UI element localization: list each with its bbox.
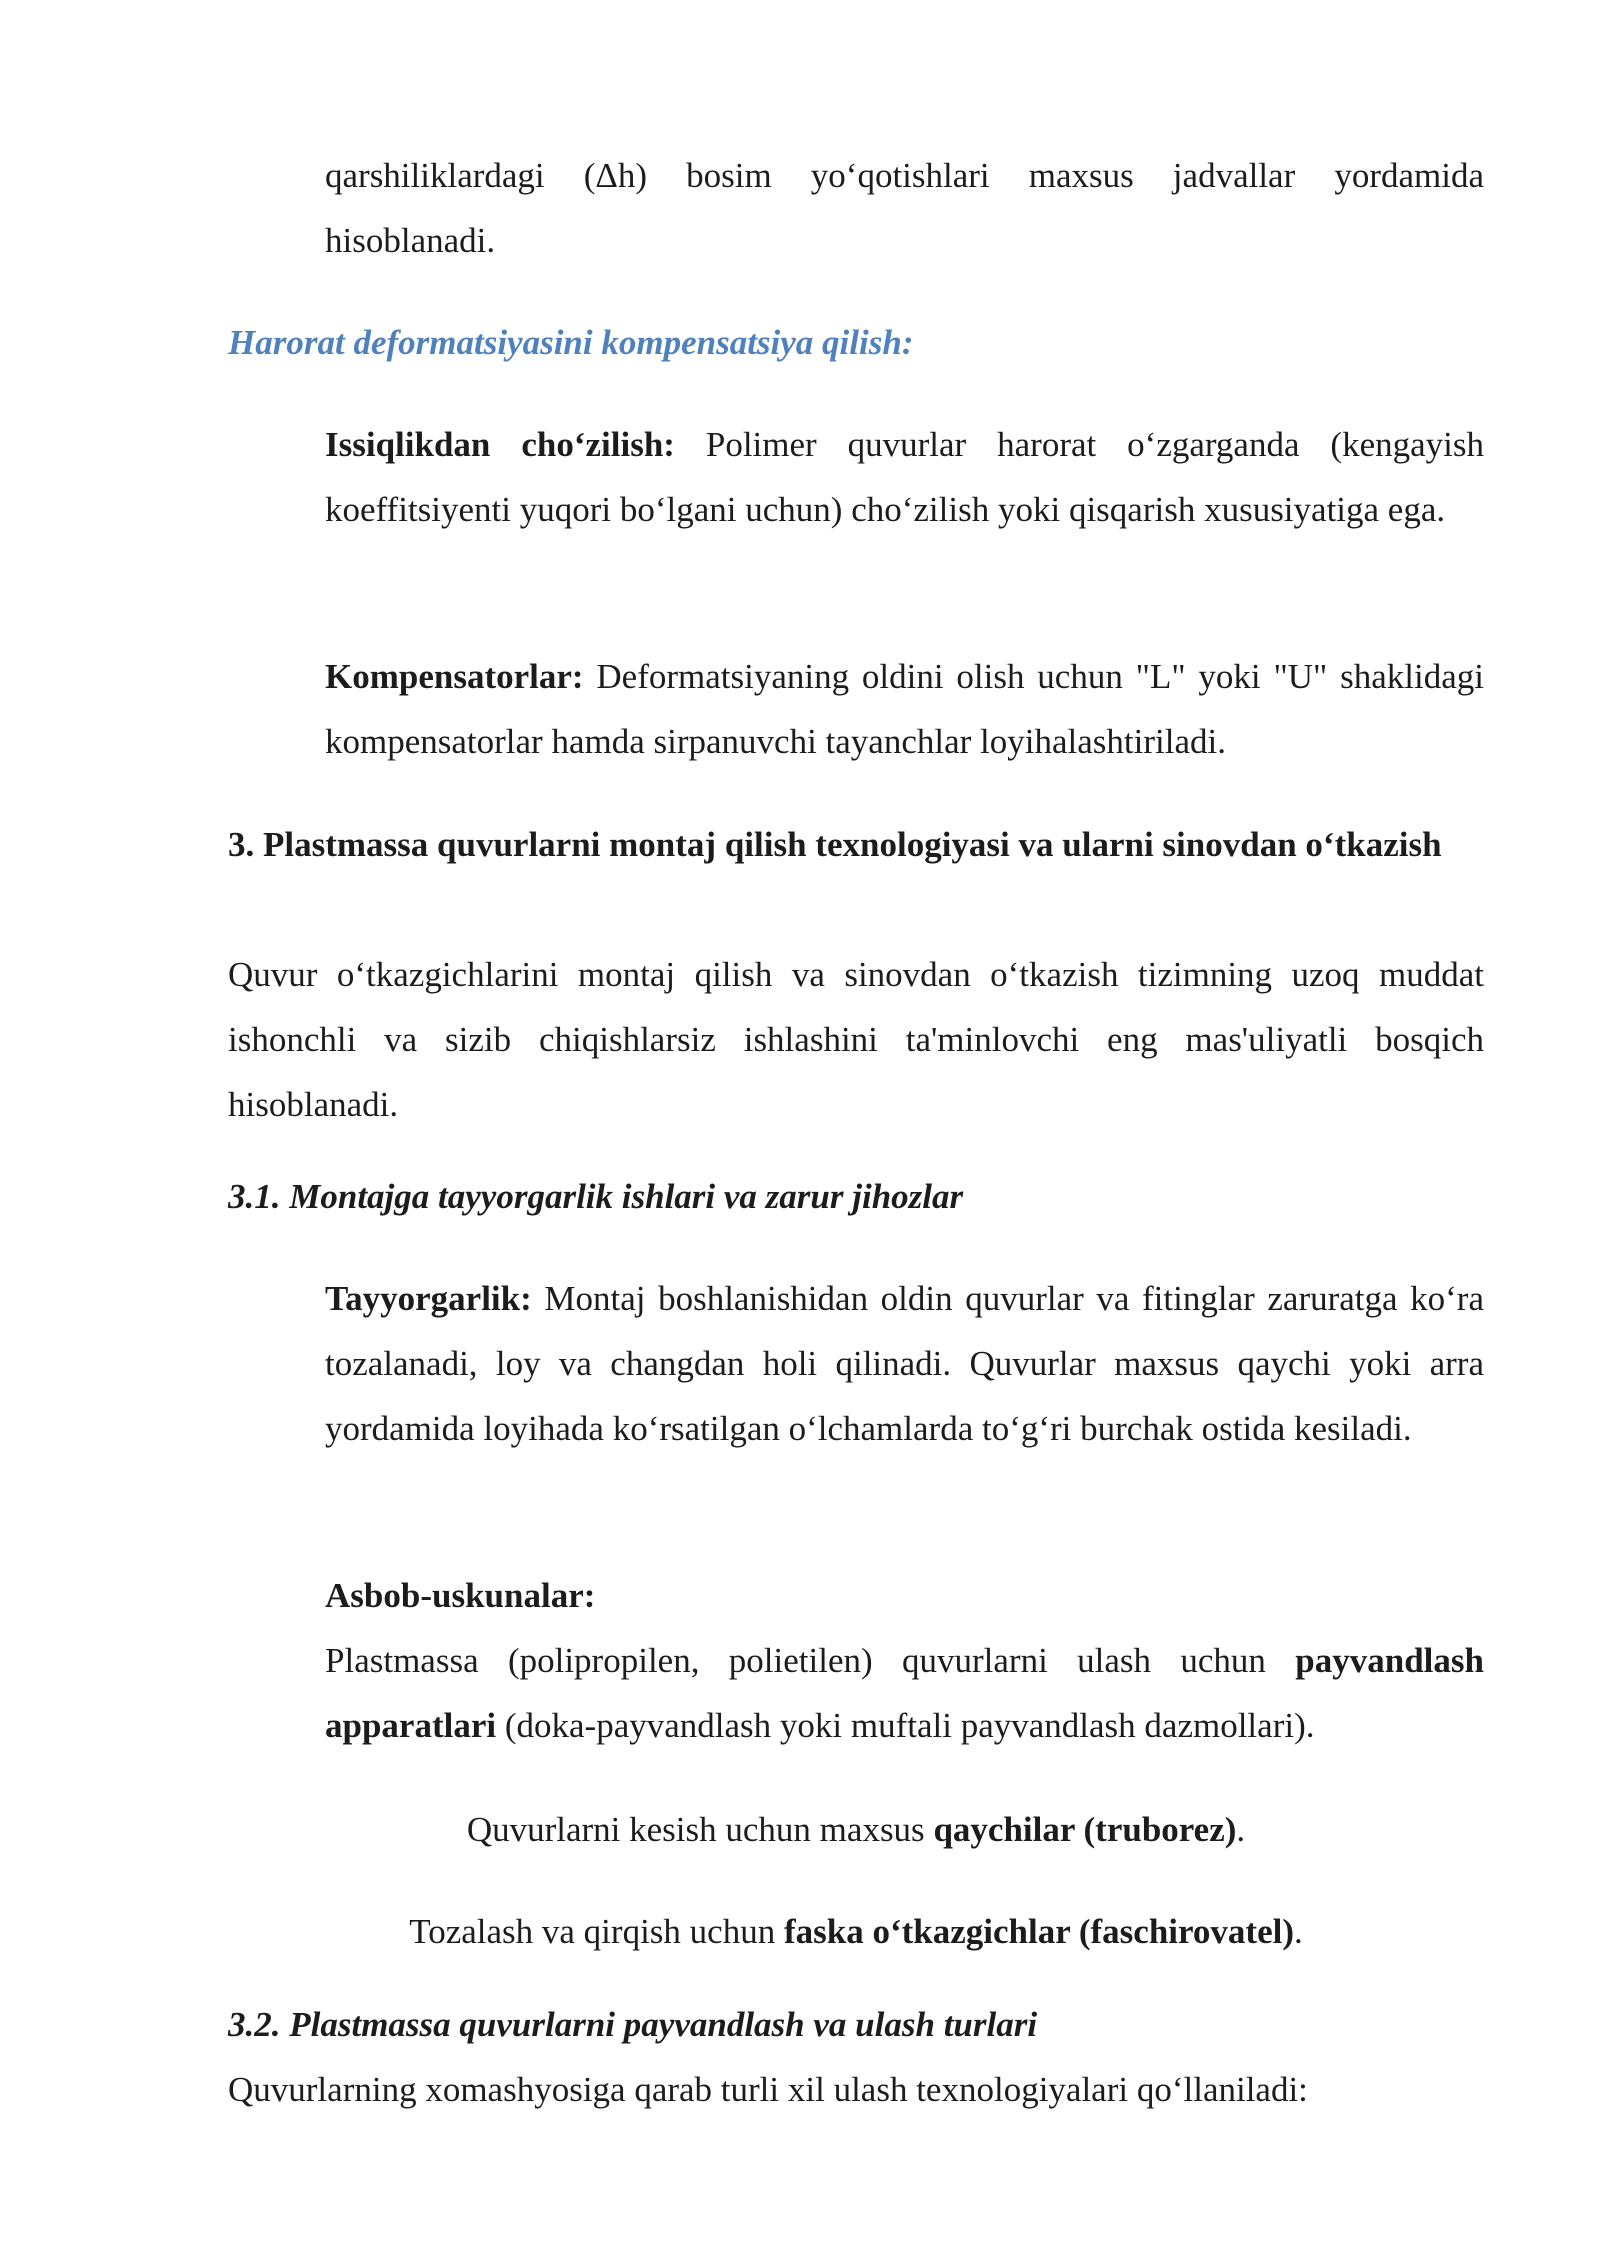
heading-section-3: 3. Plastmassa quvurlarni montaj qilish texnologiyasi va ularni sinovdan o‘tkazish <box>228 825 1442 864</box>
bold-qaychilar: qaychilar (truborez) <box>933 1810 1237 1849</box>
text-faska-end: . <box>1293 1912 1303 1951</box>
text-faska: Tozalash va qirqish uchun <box>409 1912 784 1951</box>
bold-faska: faska o‘tkazgichlar (faschirovatel) <box>783 1912 1294 1951</box>
text-qaychilar-end: . <box>1236 1810 1246 1849</box>
text-kompensatorlar: Deformatsiyaning oldini olish uchun "L" yoki "U" shaklidagi kompensatorlar hamda sirpanuvchi tayanchlar loyihalashtiriladi. <box>325 657 1484 761</box>
heading-section-3-1: 3.1. Montajga tayyorgarlik ishlari va zarur jihozlar <box>228 1177 964 1216</box>
heading-harorat: Harorat deformatsiyasini kompensatsiya qilish: <box>228 323 914 362</box>
paragraph-kompensatorlar <box>325 644 1484 774</box>
text-asbob-1: Plastmassa (polipropilen, polietilen) quvurlarni ulash uchun <box>325 1641 1296 1680</box>
label-issiqlik: Issiqlikdan cho‘zilish: <box>325 425 675 464</box>
text-tayyorgarlik: Montaj boshlanishidan oldin quvurlar va fitinglar zaruratga ko‘ra tozalanadi, loy va changdan holi qilinadi. Quvurlar maxsus qaychi yoki arra yordamida loyihada ko‘rsatilgan o‘lchamlarda to‘g‘ri burchak ostida kesiladi. <box>325 1279 1484 1448</box>
text-issiqlik: Polimer quvurlar harorat o‘zgarganda (kengayish koeffitsiyenti yuqori bo‘lgani uchun) cho‘zilish yoki qisqarish xususiyatiga ega. <box>325 425 1484 529</box>
paragraph-continuation-line2: hisoblanadi. <box>325 221 496 260</box>
paragraph-qaychilar <box>228 1797 1484 1862</box>
label-asbob-uskunalar: Asbob-uskunalar: <box>325 1576 596 1615</box>
paragraph-tayyorgarlik <box>325 1266 1484 1461</box>
bold-payvandlash-apparatlari: payvandlash apparatlari <box>325 1641 1484 1745</box>
text-qaychilar: Quvurlarni kesish uchun maxsus <box>466 1810 934 1849</box>
heading-section-3-2: 3.2. Plastmassa quvurlarni payvandlash va ulash turlari <box>228 2005 1038 2044</box>
paragraph-continuation-line1: qarshiliklardagi (Δh) bosim yo‘qotishlari maxsus jadvallar yordamida <box>325 156 1484 195</box>
text-asbob-2: (doka-payvandlash yoki muftali payvandlash dazmollari). <box>496 1706 1315 1745</box>
label-kompensatorlar: Kompensatorlar: <box>325 657 584 696</box>
label-tayyorgarlik: Tayyorgarlik: <box>325 1279 532 1318</box>
paragraph-section-3-2: Quvurlarning xomashyosiga qarab turli xil ulash texnologiyalari qo‘llaniladi: <box>228 2070 1308 2109</box>
paragraph-issiqlik <box>325 412 1484 542</box>
paragraph-asbob-uskunalar <box>325 1563 1484 1758</box>
paragraph-section-3: Quvur o‘tkazgichlarini montaj qilish va sinovdan o‘tkazish tizimning uzoq muddat ishonchli va sizib chiqishlarsiz ishlashini ta'minlovchi eng mas'uliyatli bosqich hisoblanadi. <box>228 955 1484 1124</box>
paragraph-faska <box>228 1899 1484 1964</box>
